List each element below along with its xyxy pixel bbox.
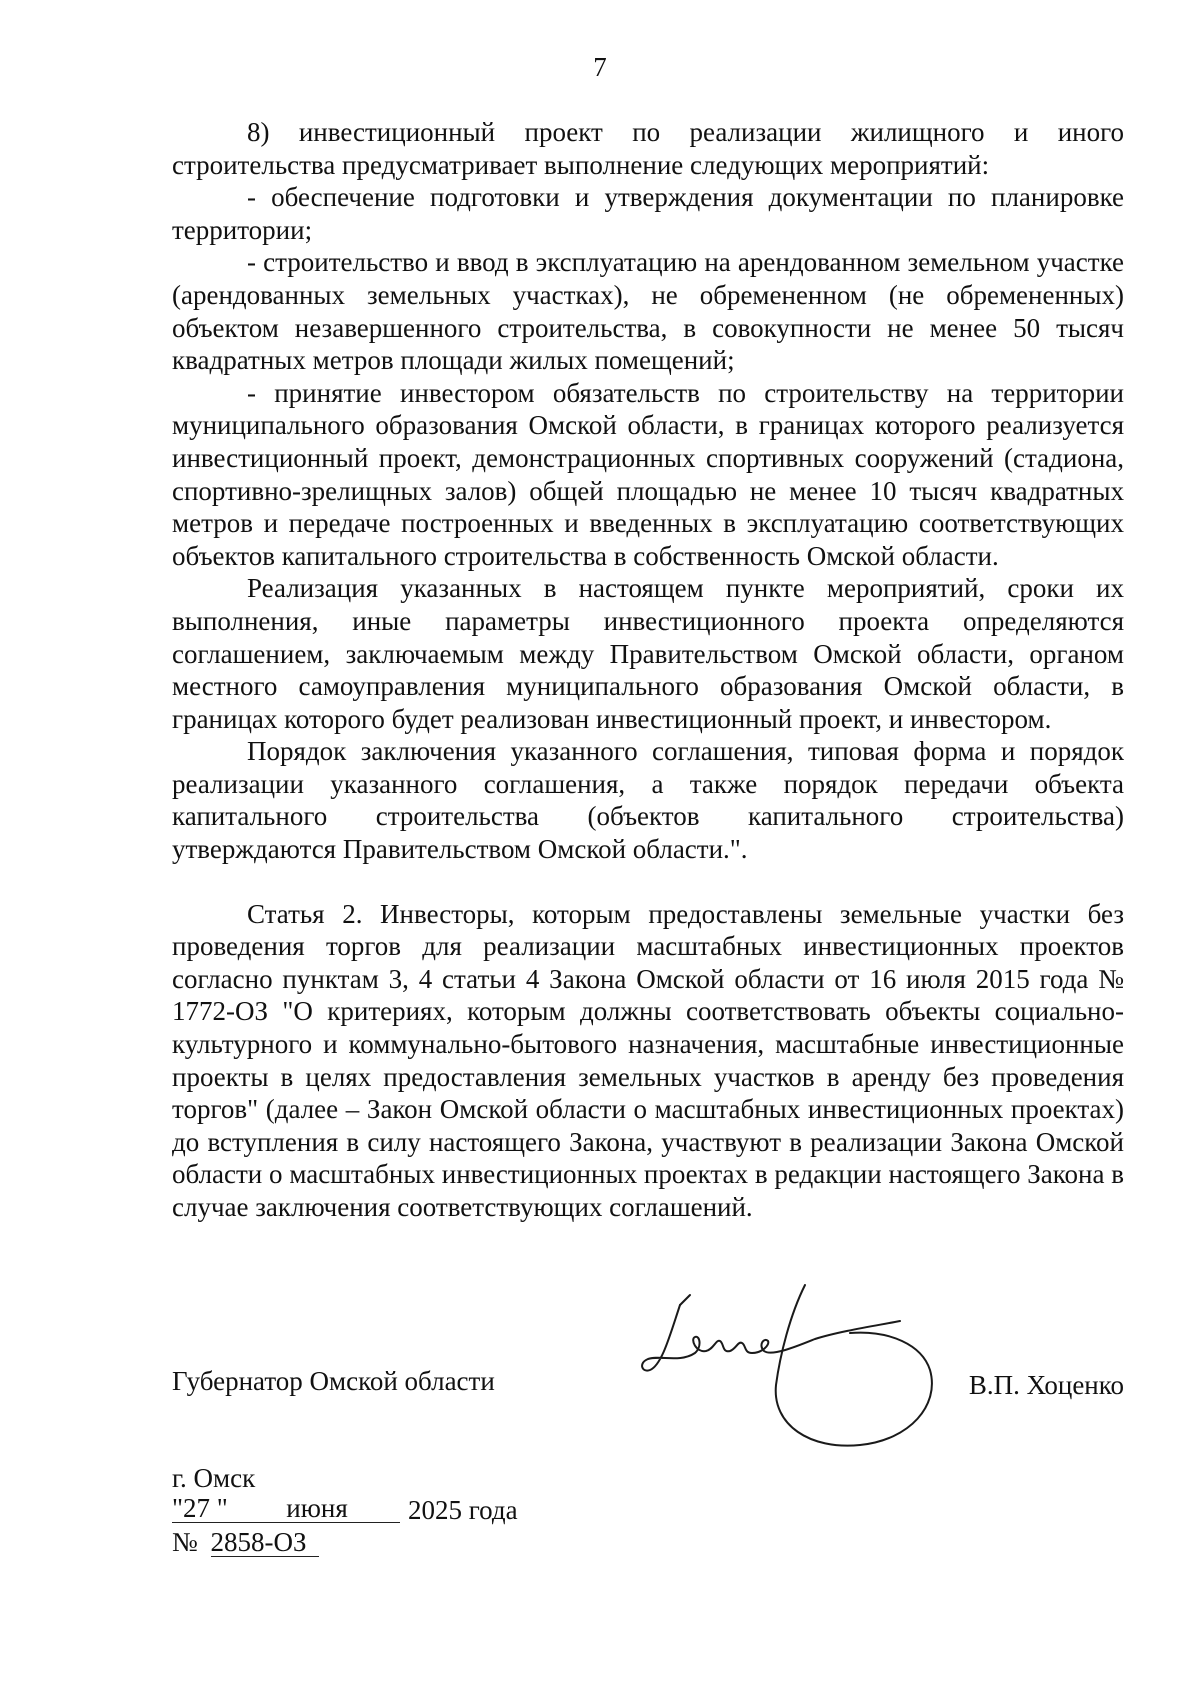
city: г. Омск [172, 1463, 256, 1493]
paragraph-bullet-planning: - обеспечение подготовки и утверждения документации по планировке территории; [172, 182, 1124, 245]
law-number-line [172, 1526, 592, 1558]
paragraph-bullet-construction: - строительство и ввод в эксплуатацию на арендованном земельном участке (арендованных земельных участках), не обремененном (не обремененных) объектом незавершенного строительства, в совокупности не менее 50 тысяч квадратных метров площади жилых помещений; [172, 247, 1124, 376]
paragraph-bullet-obligations: - принятие инвестором обязательств по строительству на территории муниципального образования Омской области, в границах которого реализуется инвестиционный проект, демонстрационных спортивных сооружений (стадиона, спортивно-зрелищных залов) общей площадью не менее 10 тысяч квадратных метров и передаче построенных и введенных в эксплуатацию соответствующих объектов капитального строительства в собственность Омской области. [172, 377, 1124, 571]
number-sign: № [172, 1527, 198, 1557]
paragraph-item-8: 8) инвестиционный проект по реализации жилищного и иного строительства предусматривает выполнение следующих мероприятий: [172, 117, 1124, 180]
paragraph-implementation: Реализация указанных в настоящем пункте мероприятий, сроки их выполнения, иные параметры инвестиционного проекта определяются соглашением, заключаемым между Правительством Омской области, органом местного самоуправления муниципального образования Омской области, в границах которого будет реализован инвестиционный проект, и инвестором. [172, 573, 1124, 734]
page-number: 7 [593, 52, 607, 82]
date-line [172, 1494, 592, 1526]
signatory-name: В.П. Хоценко [968, 1370, 1124, 1400]
date-day: "27 " [172, 1494, 234, 1523]
document-footer [172, 1462, 592, 1558]
paragraph-agreement-procedure: Порядок заключения указанного соглашения, типовая форма и порядок реализации указанного соглашения, а также порядок передачи объекта капитального строительства (объектов капитального строительства) утверждаются Правительством Омской области.". [172, 736, 1124, 865]
paragraph-article-2: Статья 2. Инвесторы, которым предоставлены земельные участки без проведения торгов для реализации масштабных инвестиционных проектов согласно пунктам 3, 4 статьи 4 Закона Омской области от 16 июля 2015 года № 1772-ОЗ "О критериях, которым должны соответствовать объекты социально-культурного и коммунально-бытового назначения, масштабные инвестиционные проекты в целях предоставления земельных участков в аренду без проведения торгов" (далее – Закон Омской области о масштабных инвестиционных проектах) до вступления в силу настоящего Закона, участвуют в реализации Закона Омской области о масштабных инвестиционных проектах в редакции настоящего Закона в случае заключения соответствующих соглашений. [172, 898, 1124, 1222]
signatory-title: Губернатор Омской области [172, 1366, 495, 1396]
city-line [172, 1462, 592, 1494]
signature-block [172, 1365, 1124, 1425]
document-body [172, 116, 1124, 1224]
date-year: 2025 года [408, 1495, 518, 1525]
law-number: 2858-ОЗ [211, 1528, 319, 1557]
date-month: июня [234, 1494, 400, 1523]
